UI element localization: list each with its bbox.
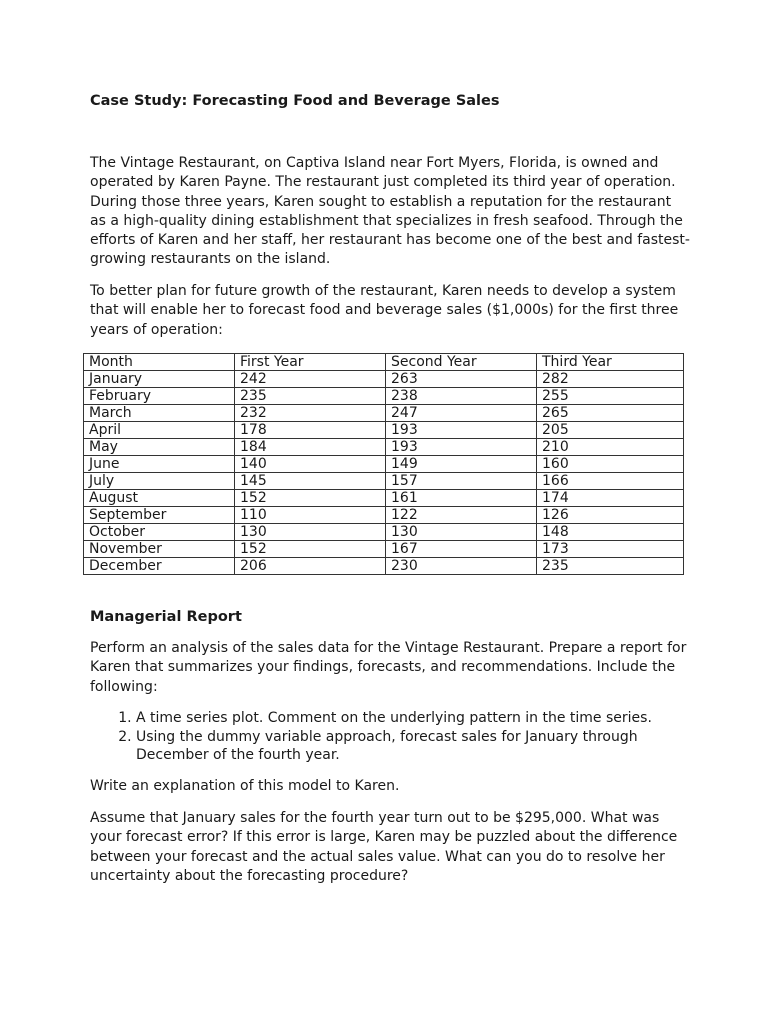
header-cell-second-year: Second Year bbox=[386, 354, 537, 371]
month-cell: July bbox=[84, 473, 235, 490]
sales-table bbox=[83, 353, 684, 575]
header-cell-month: Month bbox=[84, 354, 235, 371]
header-cell-third-year: Third Year bbox=[537, 354, 684, 371]
list-item: 1. A time series plot. Comment on the underlying pattern in the time series. bbox=[136, 709, 696, 728]
second-year-cell: 230 bbox=[386, 558, 537, 575]
second-year-cell: 157 bbox=[386, 473, 537, 490]
second-year-cell: 122 bbox=[386, 507, 537, 524]
explain-paragraph: Write an explanation of this model to Karen. bbox=[90, 778, 400, 794]
table-row bbox=[84, 456, 684, 473]
third-year-cell: 205 bbox=[537, 422, 684, 439]
third-year-cell: 265 bbox=[537, 405, 684, 422]
table-row bbox=[84, 524, 684, 541]
report-heading: Managerial Report bbox=[90, 609, 242, 625]
third-year-cell: 148 bbox=[537, 524, 684, 541]
error-paragraph: Assume that January sales for the fourth year turn out to be $295,000. What was your forecast error? If this error is large, Karen may be puzzled about the difference between your forecast and the actual sales value. What can you do to resolve her uncertainty about the forecasting procedure? bbox=[90, 810, 678, 884]
third-year-cell: 160 bbox=[537, 456, 684, 473]
month-cell: August bbox=[84, 490, 235, 507]
report-paragraph: Perform an analysis of the sales data for the Vintage Restaurant. Prepare a report for Karen that summarizes your findings, forecasts, and recommendations. Include the following: bbox=[90, 640, 687, 695]
second-year-cell: 149 bbox=[386, 456, 537, 473]
first-year-cell: 242 bbox=[235, 371, 386, 388]
third-year-cell: 126 bbox=[537, 507, 684, 524]
table-header-row bbox=[84, 354, 684, 371]
month-cell: January bbox=[84, 371, 235, 388]
month-cell: February bbox=[84, 388, 235, 405]
intro-paragraph: The Vintage Restaurant, on Captiva Island near Fort Myers, Florida, is owned and operated by Karen Payne. The restaurant just completed its third year of operation. During those three years, Karen sought to establish a reputation for the restaurant as a high-quality dining establishment that specializes in fresh seafood. Through the efforts of Karen and her staff, her restaurant has become one of the best and fastest-growing restaurants on the island. bbox=[90, 155, 690, 268]
second-year-cell: 167 bbox=[386, 541, 537, 558]
table-row bbox=[84, 541, 684, 558]
second-year-cell: 193 bbox=[386, 439, 537, 456]
month-cell: April bbox=[84, 422, 235, 439]
first-year-cell: 232 bbox=[235, 405, 386, 422]
first-year-cell: 178 bbox=[235, 422, 386, 439]
month-cell: June bbox=[84, 456, 235, 473]
month-cell: September bbox=[84, 507, 235, 524]
table-row bbox=[84, 388, 684, 405]
third-year-cell: 173 bbox=[537, 541, 684, 558]
table-row bbox=[84, 439, 684, 456]
document-title: Case Study: Forecasting Food and Beverage Sales bbox=[90, 93, 500, 109]
third-year-cell: 210 bbox=[537, 439, 684, 456]
third-year-cell: 166 bbox=[537, 473, 684, 490]
second-year-cell: 161 bbox=[386, 490, 537, 507]
first-year-cell: 140 bbox=[235, 456, 386, 473]
table-row bbox=[84, 558, 684, 575]
second-year-cell: 193 bbox=[386, 422, 537, 439]
table-row bbox=[84, 490, 684, 507]
third-year-cell: 282 bbox=[537, 371, 684, 388]
month-cell: March bbox=[84, 405, 235, 422]
month-cell: December bbox=[84, 558, 235, 575]
third-year-cell: 174 bbox=[537, 490, 684, 507]
month-cell: October bbox=[84, 524, 235, 541]
first-year-cell: 235 bbox=[235, 388, 386, 405]
first-year-cell: 184 bbox=[235, 439, 386, 456]
month-cell: May bbox=[84, 439, 235, 456]
second-year-cell: 263 bbox=[386, 371, 537, 388]
third-year-cell: 255 bbox=[537, 388, 684, 405]
table-row bbox=[84, 473, 684, 490]
table-row bbox=[84, 422, 684, 439]
list-item: 2. Using the dummy variable approach, forecast sales for January through December of the fourth year. bbox=[136, 728, 696, 765]
table-row bbox=[84, 507, 684, 524]
report-list bbox=[112, 709, 696, 765]
first-year-cell: 152 bbox=[235, 541, 386, 558]
second-year-cell: 130 bbox=[386, 524, 537, 541]
table-row bbox=[84, 371, 684, 388]
first-year-cell: 130 bbox=[235, 524, 386, 541]
first-year-cell: 110 bbox=[235, 507, 386, 524]
month-cell: November bbox=[84, 541, 235, 558]
header-cell-first-year: First Year bbox=[235, 354, 386, 371]
first-year-cell: 145 bbox=[235, 473, 386, 490]
third-year-cell: 235 bbox=[537, 558, 684, 575]
second-year-cell: 238 bbox=[386, 388, 537, 405]
plan-paragraph: To better plan for future growth of the restaurant, Karen needs to develop a system that will enable her to forecast food and beverage sales ($1,000s) for the first three years of operation: bbox=[90, 283, 679, 338]
first-year-cell: 206 bbox=[235, 558, 386, 575]
table-row bbox=[84, 405, 684, 422]
second-year-cell: 247 bbox=[386, 405, 537, 422]
first-year-cell: 152 bbox=[235, 490, 386, 507]
